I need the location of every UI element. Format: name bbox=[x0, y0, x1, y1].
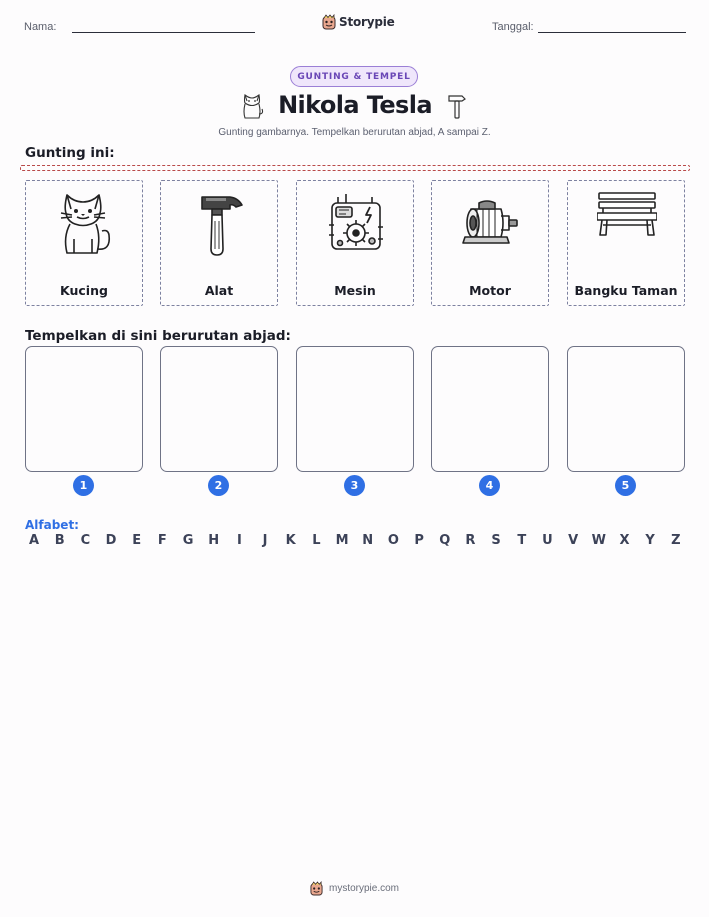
alphabet-letter: A bbox=[28, 533, 40, 548]
slot-number-2: 2 bbox=[208, 475, 229, 496]
alphabet-letter: W bbox=[591, 533, 606, 548]
footer-site[interactable]: mystorypie.com bbox=[328, 883, 399, 894]
storypie-mascot-icon bbox=[322, 14, 336, 30]
card-label: Kucing bbox=[60, 283, 108, 298]
cat-icon bbox=[55, 189, 115, 259]
alphabet-letter: X bbox=[619, 533, 630, 548]
cut-card-motor[interactable] bbox=[431, 180, 549, 306]
alphabet-letter: Y bbox=[645, 533, 655, 548]
brand-name: Storypie bbox=[339, 15, 395, 29]
alphabet-letter: I bbox=[236, 533, 242, 548]
slot-number-5: 5 bbox=[615, 475, 636, 496]
paste-section-heading: Tempelkan di sini berurutan abjad: bbox=[25, 328, 291, 344]
alphabet-letter: Z bbox=[671, 533, 681, 548]
card-label: Motor bbox=[469, 283, 511, 298]
alphabet-letter: R bbox=[465, 533, 476, 548]
paste-slot-4[interactable] bbox=[431, 346, 549, 472]
alphabet-letter: O bbox=[387, 533, 399, 548]
footer bbox=[0, 881, 709, 896]
alphabet-letter: K bbox=[285, 533, 296, 548]
alphabet-letter: U bbox=[542, 533, 553, 548]
alphabet-heading: Alfabet: bbox=[25, 518, 79, 532]
paste-slot-5[interactable] bbox=[567, 346, 685, 472]
alphabet-letter: H bbox=[208, 533, 220, 548]
paste-slot-2[interactable] bbox=[160, 346, 278, 472]
card-label: Alat bbox=[204, 283, 234, 298]
date-field-line[interactable] bbox=[538, 32, 686, 33]
alphabet-letter: B bbox=[54, 533, 65, 548]
alphabet-letter: J bbox=[262, 533, 268, 548]
alphabet-letter: T bbox=[517, 533, 527, 548]
alphabet-letter: E bbox=[132, 533, 142, 548]
cat-icon bbox=[240, 92, 264, 120]
brand-logo bbox=[322, 14, 395, 30]
cut-line bbox=[20, 165, 690, 171]
alphabet-letter: Q bbox=[439, 533, 451, 548]
cut-card-alat[interactable] bbox=[160, 180, 278, 306]
card-label: Mesin bbox=[334, 283, 376, 298]
alphabet-letter: D bbox=[105, 533, 117, 548]
alphabet-letter: G bbox=[182, 533, 194, 548]
machine-icon bbox=[326, 189, 386, 259]
slot-number-4: 4 bbox=[479, 475, 500, 496]
hammer-icon bbox=[446, 92, 468, 120]
page-title: Nikola Tesla bbox=[278, 91, 432, 119]
cut-section-heading: Gunting ini: bbox=[25, 145, 115, 161]
card-label: Bangku Taman bbox=[574, 283, 678, 298]
alphabet-letter: P bbox=[414, 533, 424, 548]
bench-icon bbox=[597, 189, 657, 259]
alphabet-row bbox=[25, 533, 685, 548]
instructions: Gunting gambarnya. Tempelkan berurutan abjad, A sampai Z. bbox=[218, 127, 491, 138]
alphabet-letter: V bbox=[568, 533, 579, 548]
alphabet-letter: M bbox=[335, 533, 349, 548]
motor-icon bbox=[461, 189, 521, 259]
slot-number-3: 3 bbox=[344, 475, 365, 496]
name-field-line[interactable] bbox=[72, 32, 255, 33]
slot-number-1: 1 bbox=[73, 475, 94, 496]
date-label: Tanggal: bbox=[492, 21, 534, 33]
storypie-mascot-icon bbox=[310, 881, 323, 896]
alphabet-letter: N bbox=[362, 533, 374, 548]
name-label: Nama: bbox=[24, 21, 57, 33]
paste-slot-1[interactable] bbox=[25, 346, 143, 472]
alphabet-letter: S bbox=[491, 533, 501, 548]
cut-card-bangku-taman[interactable] bbox=[567, 180, 685, 306]
alphabet-letter: L bbox=[312, 533, 321, 548]
cut-card-kucing[interactable] bbox=[25, 180, 143, 306]
activity-badge: GUNTING & TEMPEL bbox=[290, 66, 418, 87]
cut-card-mesin[interactable] bbox=[296, 180, 414, 306]
hammer-icon bbox=[190, 189, 250, 259]
alphabet-letter: F bbox=[157, 533, 167, 548]
alphabet-letter: C bbox=[80, 533, 91, 548]
paste-slot-3[interactable] bbox=[296, 346, 414, 472]
